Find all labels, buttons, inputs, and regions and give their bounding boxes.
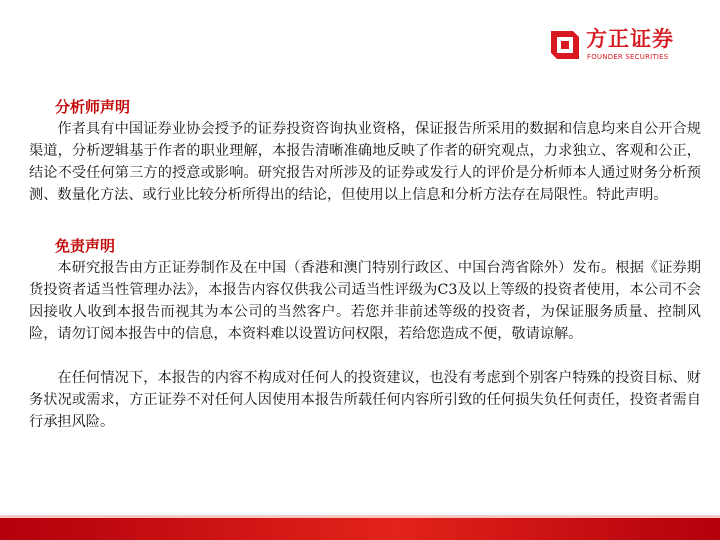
logo-name-en: FOUNDER SECURITIES — [587, 53, 669, 61]
disclaimer-paragraph-1: 本研究报告由方正证券制作及在中国（香港和澳门特别行政区、中国台湾省除外）发布。根据《证券期货投资者适当性管理办法》，本报告内容仅供我公司适当性评级为C3及以上等级的投资者使用，本公司不会因接收人收到本报告而视其为本公司的当然客户。若您并非前述等级的投资者，为保证服务质量、控制风险，请勿订阅本报告中的信息，本资料难以设置访问权限，若给您造成不便，敬请谅解。 — [29, 260, 701, 342]
paragraph-spacer — [29, 345, 701, 367]
section-spacer — [29, 206, 701, 235]
founder-logo-icon — [548, 28, 582, 62]
logo-name-cn: 方正证券 — [586, 27, 674, 51]
document-content — [29, 96, 701, 433]
analyst-statement-body: 作者具有中国证券业协会授予的证券投资咨询执业资格，保证报告所采用的数据和信息均来自公开合规渠道，分析逻辑基于作者的职业理解，本报告清晰准确地反映了作者的研究观点，力求独立、客观和公正，结论不受任何第三方的授意或影响。研究报告对所涉及的证券或发行人的评价是分析师本人通过财务分析预测、数量化方法、或行业比较分析所得出的结论，但使用以上信息和分析方法存在局限性。特此声明。 — [29, 121, 701, 203]
footer-band — [0, 518, 720, 540]
founder-securities-logo — [548, 26, 698, 66]
analyst-statement-title: 分析师声明 — [55, 98, 131, 116]
disclaimer-paragraph-2: 在任何情况下，本报告的内容不构成对任何人的投资建议，也没有考虑到个别客户特殊的投资目标、财务状况或需求，方正证券不对任何人因使用本报告所载任何内容所引致的任何损失负任何责任，投资者需自行承担风险。 — [29, 370, 701, 430]
disclaimer-title: 免责声明 — [55, 237, 116, 255]
